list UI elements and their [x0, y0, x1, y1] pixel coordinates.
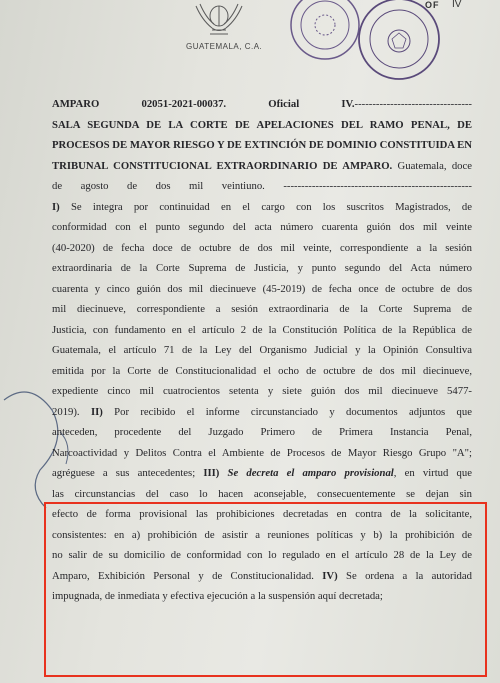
- text-run: expediente cinco mil cuatrocientos setenta y siete guión dos mil diecinueve 5477-: [52, 385, 472, 397]
- text-line: [52, 402, 472, 423]
- text-line: [52, 217, 472, 238]
- text-run: II): [79, 405, 103, 418]
- text-run: I): [52, 200, 60, 213]
- text-line: [52, 443, 472, 464]
- text-line: [52, 320, 472, 341]
- text-run: III): [195, 467, 220, 479]
- text-run: consistentes: en a) prohibición de asistir a reuniones políticas y b) la prohibición de: [52, 528, 472, 541]
- text-run: Amparo, Exhibición Personal y de Constitucionalidad.: [52, 569, 314, 582]
- text-run: Guatemala, doce: [392, 159, 472, 172]
- text-line: [52, 340, 472, 361]
- highlight-box: [44, 502, 487, 677]
- text-run: las circunstancias del caso lo hacen aconsejable, consecuentemente se dejan sin: [52, 487, 472, 500]
- text-line: [52, 135, 472, 156]
- place-caption: GUATEMALA, C.A.: [186, 42, 263, 51]
- text-line: [52, 361, 472, 382]
- text-line: [52, 484, 472, 505]
- text-run: (40-2020) de fecha doce de octubre de dos mil veinte, correspondiente a la sesión: [52, 241, 472, 254]
- text-line: [52, 176, 472, 197]
- folio-number: IV: [452, 0, 462, 10]
- text-run: mil diecinueve, correspondiente a sesión extraordinaria de la Corte Suprema de: [52, 303, 472, 315]
- text-run: TRIBUNAL CONSTITUCIONAL EXTRAORDINARIO DE AMPARO.: [52, 159, 393, 172]
- secretaria-seal-icon: [355, 0, 443, 83]
- folio-label: OF: [425, 0, 440, 10]
- text-run: PROCESOS DE MAYOR RIESGO Y DE EXTINCIÓN DE DOMINIO CONSTITUIDA EN: [52, 139, 472, 151]
- text-line: [52, 197, 472, 218]
- text-run: cuarenta y cinco guión dos mil diecinueve (45-2019) de fecha once de octubre de dos: [52, 282, 472, 295]
- text-run: efecto de forma provisional las prohibiciones decretadas en contra de la solicitante,: [52, 508, 472, 520]
- text-run: Narcoactividad y Delitos Contra el Ambiente de Procesos de Mayor Riesgo Grupo "A";: [52, 446, 472, 459]
- coat-of-arms-icon: [188, 0, 250, 38]
- text-line: [52, 279, 472, 300]
- text-line: [52, 115, 472, 136]
- text-run: ---------------------------------: [354, 98, 472, 110]
- text-line: [52, 422, 472, 443]
- text-run: conformidad con el punto segundo del acta número cuarenta guión dos mil veinte: [52, 221, 472, 233]
- text-run: Por recibido el informe circunstanciado y documentos adjuntos que: [102, 405, 472, 418]
- text-run: de agosto de dos mil veintiuno.: [52, 180, 265, 192]
- text-line: [52, 299, 472, 320]
- text-line: [52, 258, 472, 279]
- text-run: 2019).: [52, 405, 80, 418]
- text-run: Se ordena a la autoridad: [337, 569, 472, 582]
- text-run: Se decreta el amparo provisional: [219, 467, 394, 479]
- text-run: , en virtud que: [393, 467, 472, 479]
- text-line: [52, 381, 472, 402]
- text-line: [52, 156, 472, 177]
- text-line: [52, 94, 472, 115]
- text-run: -----------------------------------------------------: [264, 180, 472, 192]
- text-line: [52, 238, 472, 259]
- text-run: impugnada, de inmediata y efectiva ejecución a la suspensión aquí decretada;: [52, 590, 383, 602]
- text-run: emitida por la Corte de Constitucionalidad el ocho de octubre de dos mil diecinueve,: [52, 364, 472, 377]
- text-line: [52, 463, 472, 484]
- text-run: Guatemala, el artículo 71 de la Ley del Organismo Judicial y la Opinión Consultiva: [52, 344, 472, 356]
- text-run: IV): [313, 569, 338, 582]
- text-run: anteceden, procedente del Juzgado Primero de Primera Instancia Penal,: [52, 426, 472, 438]
- text-run: no salir de su domicilio de conformidad con lo regulado en el artículo 28 de la Ley de: [52, 549, 472, 561]
- text-run: extraordinaria de la Corte Suprema de Justicia, y punto segundo del Acta número: [52, 262, 472, 274]
- text-run: Se integra por continuidad en el cargo con los suscritos Magistrados, de: [59, 200, 472, 213]
- text-run: AMPARO 02051-2021-00037. Oficial IV.: [52, 98, 355, 110]
- text-run: SALA SEGUNDA DE LA CORTE DE APELACIONES DEL RAMO PENAL, DE: [52, 118, 472, 131]
- text-run: Justicia, con fundamento en el artículo 2 de la Constitución Política de la República de: [52, 323, 472, 336]
- text-run: agréguese a sus antecedentes;: [52, 467, 196, 479]
- official-seal-icon: [288, 0, 362, 62]
